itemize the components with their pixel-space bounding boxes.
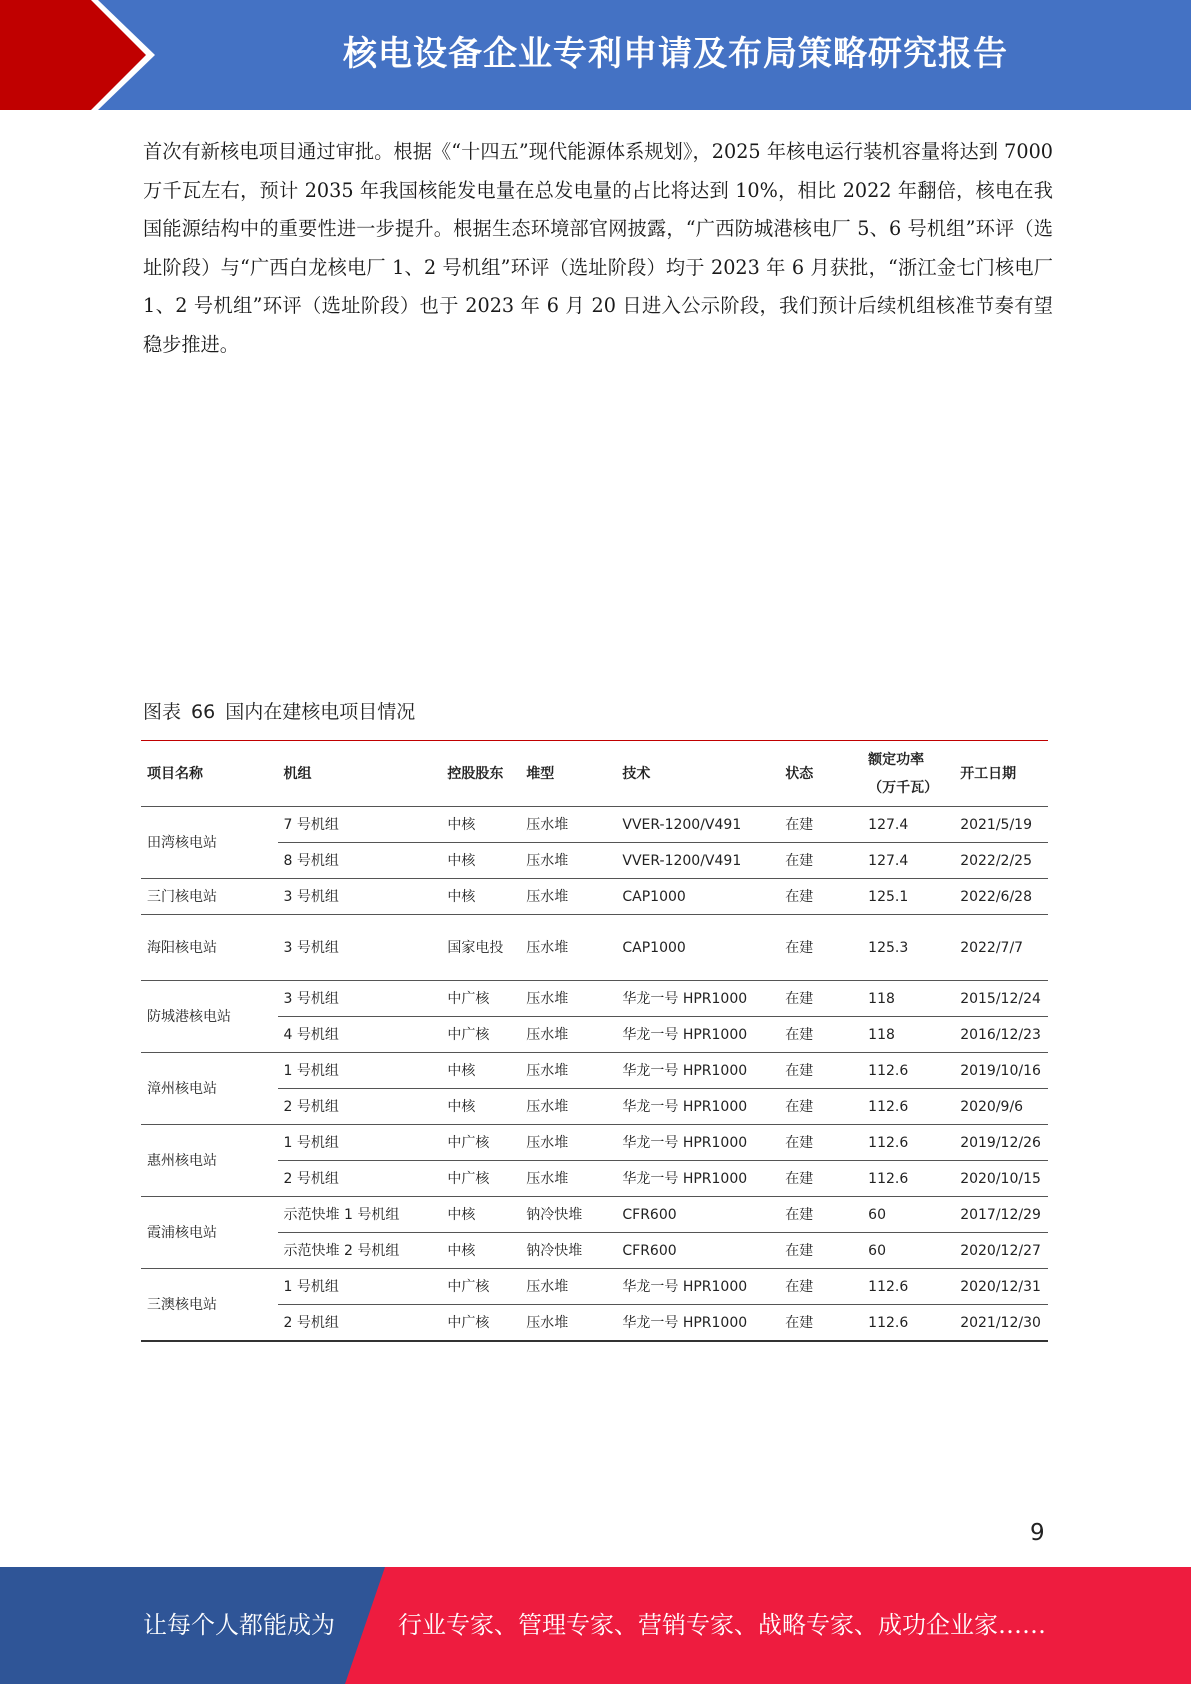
table-row	[141, 1269, 1048, 1305]
cell-status: 在建	[779, 915, 862, 981]
cell-power: 60	[862, 1233, 954, 1269]
cell-unit: 示范快堆 1 号机组	[278, 1197, 442, 1233]
cell-power: 125.1	[862, 879, 954, 915]
cell-reactor-type: 压水堆	[520, 1269, 616, 1305]
cell-unit: 2 号机组	[278, 1305, 442, 1342]
cell-start-date: 2021/5/19	[954, 807, 1048, 843]
cell-power: 127.4	[862, 843, 954, 879]
cell-start-date: 2021/12/30	[954, 1305, 1048, 1342]
cell-shareholder: 中核	[441, 807, 520, 843]
cell-technology: 华龙一号 HPR1000	[616, 1053, 779, 1089]
cell-reactor-type: 压水堆	[520, 1125, 616, 1161]
cell-shareholder: 国家电投	[441, 915, 520, 981]
cell-technology: VVER-1200/V491	[616, 807, 779, 843]
cell-unit: 7 号机组	[278, 807, 442, 843]
col-header-technology: 技术	[616, 741, 779, 807]
cell-start-date: 2017/12/29	[954, 1197, 1048, 1233]
cell-unit: 1 号机组	[278, 1269, 442, 1305]
cell-shareholder: 中广核	[441, 1161, 520, 1197]
cell-shareholder: 中核	[441, 1233, 520, 1269]
cell-power: 118	[862, 1017, 954, 1053]
cell-start-date: 2022/6/28	[954, 879, 1048, 915]
cell-technology: 华龙一号 HPR1000	[616, 1161, 779, 1197]
cell-station: 漳州核电站	[141, 1053, 278, 1125]
footer-slogan-right: 行业专家、管理专家、营销专家、战略专家、成功企业家……	[398, 1611, 1046, 1639]
cell-status: 在建	[779, 1089, 862, 1125]
table-row	[141, 1161, 1048, 1197]
table-row	[141, 1089, 1048, 1125]
figure-caption	[143, 697, 425, 724]
cell-power: 112.6	[862, 1269, 954, 1305]
cell-technology: 华龙一号 HPR1000	[616, 1017, 779, 1053]
cell-reactor-type: 压水堆	[520, 915, 616, 981]
report-title: 核电设备企业专利申请及布局策略研究报告	[343, 34, 1008, 74]
table-row	[141, 1125, 1048, 1161]
cell-reactor-type: 压水堆	[520, 981, 616, 1017]
cell-station: 霞浦核电站	[141, 1197, 278, 1269]
cell-reactor-type: 压水堆	[520, 843, 616, 879]
cell-unit: 3 号机组	[278, 915, 442, 981]
table-row	[141, 1233, 1048, 1269]
cell-technology: CAP1000	[616, 915, 779, 981]
col-header-project: 项目名称	[141, 741, 278, 807]
figure-label: 图表	[143, 701, 182, 723]
cell-reactor-type: 压水堆	[520, 1053, 616, 1089]
col-header-power: 额定功率（万千瓦）	[862, 741, 954, 807]
cell-shareholder: 中广核	[441, 1269, 520, 1305]
cell-shareholder: 中核	[441, 879, 520, 915]
cell-power: 125.3	[862, 915, 954, 981]
cell-status: 在建	[779, 1233, 862, 1269]
cell-status: 在建	[779, 1053, 862, 1089]
cell-shareholder: 中广核	[441, 1305, 520, 1342]
cell-start-date: 2022/2/25	[954, 843, 1048, 879]
cell-reactor-type: 压水堆	[520, 1017, 616, 1053]
cell-unit: 4 号机组	[278, 1017, 442, 1053]
projects-table	[141, 741, 1048, 1342]
cell-start-date: 2016/12/23	[954, 1017, 1048, 1053]
cell-status: 在建	[779, 1161, 862, 1197]
cell-unit: 3 号机组	[278, 981, 442, 1017]
cell-unit: 1 号机组	[278, 1053, 442, 1089]
cell-reactor-type: 压水堆	[520, 807, 616, 843]
page-footer	[0, 1567, 1191, 1684]
page-header	[0, 0, 1191, 110]
cell-power: 112.6	[862, 1125, 954, 1161]
cell-reactor-type: 压水堆	[520, 1089, 616, 1125]
cell-status: 在建	[779, 1197, 862, 1233]
figure-number: 66	[191, 701, 216, 723]
cell-technology: CAP1000	[616, 879, 779, 915]
cell-unit: 8 号机组	[278, 843, 442, 879]
col-header-status: 状态	[779, 741, 862, 807]
cell-unit: 3 号机组	[278, 879, 442, 915]
table-row	[141, 807, 1048, 843]
cell-start-date: 2020/12/31	[954, 1269, 1048, 1305]
cell-start-date: 2019/12/26	[954, 1125, 1048, 1161]
cell-status: 在建	[779, 1269, 862, 1305]
cell-technology: 华龙一号 HPR1000	[616, 1125, 779, 1161]
cell-technology: VVER-1200/V491	[616, 843, 779, 879]
cell-start-date: 2020/12/27	[954, 1233, 1048, 1269]
footer-slogan-left: 让每个人都能成为	[143, 1611, 335, 1639]
table-row	[141, 879, 1048, 915]
cell-start-date: 2020/10/15	[954, 1161, 1048, 1197]
cell-status: 在建	[779, 879, 862, 915]
cell-status: 在建	[779, 981, 862, 1017]
cell-shareholder: 中核	[441, 1089, 520, 1125]
cell-power: 127.4	[862, 807, 954, 843]
table-header-row	[141, 741, 1048, 807]
cell-power: 112.6	[862, 1161, 954, 1197]
cell-unit: 示范快堆 2 号机组	[278, 1233, 442, 1269]
cell-reactor-type: 压水堆	[520, 1161, 616, 1197]
cell-shareholder: 中核	[441, 1197, 520, 1233]
cell-status: 在建	[779, 1305, 862, 1342]
cell-shareholder: 中核	[441, 843, 520, 879]
page-number: 9	[1030, 1520, 1045, 1546]
cell-technology: 华龙一号 HPR1000	[616, 981, 779, 1017]
cell-station: 三门核电站	[141, 879, 278, 915]
cell-power: 112.6	[862, 1053, 954, 1089]
col-header-reactor-type: 堆型	[520, 741, 616, 807]
cell-power: 112.6	[862, 1089, 954, 1125]
cell-status: 在建	[779, 1017, 862, 1053]
cell-reactor-type: 压水堆	[520, 1305, 616, 1342]
header-arrow-icon	[0, 0, 146, 110]
cell-unit: 1 号机组	[278, 1125, 442, 1161]
table-row	[141, 1197, 1048, 1233]
cell-unit: 2 号机组	[278, 1161, 442, 1197]
cell-start-date: 2020/9/6	[954, 1089, 1048, 1125]
cell-reactor-type: 钠冷快堆	[520, 1197, 616, 1233]
cell-station: 田湾核电站	[141, 807, 278, 879]
col-header-shareholder: 控股股东	[441, 741, 520, 807]
cell-technology: 华龙一号 HPR1000	[616, 1305, 779, 1342]
table-row	[141, 915, 1048, 981]
cell-station: 惠州核电站	[141, 1125, 278, 1197]
body-paragraph: 首次有新核电项目通过审批。根据《“十四五”现代能源体系规划》，2025 年核电运行装机容量将达到 7000 万千瓦左右，预计 2035 年我国核能发电量在总发电量的占比将达到 10%，相比 2022 年翻倍，核电在我国能源结构中的重要性进一步提升。根据生态环境部官网披露，“广西防城港核电厂 5、6 号机组”环评（选址阶段）与“广西白龙核电厂 1、2 号机组”环评（选址阶段）均于 2023 年 6 月获批，“浙江金七门核电厂 1、2 号机组”环评（选址阶段）也于 2023 年 6 月 20 日进入公示阶段，我们预计后续机组核准节奏有望稳步推进。	[143, 140, 1053, 356]
figure-title: 国内在建核电项目情况	[225, 701, 416, 723]
cell-shareholder: 中广核	[441, 981, 520, 1017]
cell-shareholder: 中核	[441, 1053, 520, 1089]
cell-power: 118	[862, 981, 954, 1017]
cell-station: 海阳核电站	[141, 915, 278, 981]
cell-status: 在建	[779, 807, 862, 843]
table-body	[141, 807, 1048, 1342]
col-header-start-date: 开工日期	[954, 741, 1048, 807]
cell-start-date: 2015/12/24	[954, 981, 1048, 1017]
cell-power: 112.6	[862, 1305, 954, 1342]
table-row	[141, 1305, 1048, 1342]
cell-technology: 华龙一号 HPR1000	[616, 1269, 779, 1305]
cell-status: 在建	[779, 1125, 862, 1161]
cell-unit: 2 号机组	[278, 1089, 442, 1125]
cell-start-date: 2019/10/16	[954, 1053, 1048, 1089]
cell-station: 防城港核电站	[141, 981, 278, 1053]
cell-status: 在建	[779, 843, 862, 879]
cell-start-date: 2022/7/7	[954, 915, 1048, 981]
table-row	[141, 843, 1048, 879]
col-header-unit: 机组	[278, 741, 442, 807]
cell-shareholder: 中广核	[441, 1125, 520, 1161]
cell-technology: CFR600	[616, 1233, 779, 1269]
cell-technology: 华龙一号 HPR1000	[616, 1089, 779, 1125]
cell-reactor-type: 压水堆	[520, 879, 616, 915]
cell-technology: CFR600	[616, 1197, 779, 1233]
cell-power: 60	[862, 1197, 954, 1233]
cell-reactor-type: 钠冷快堆	[520, 1233, 616, 1269]
table-row	[141, 1053, 1048, 1089]
cell-station: 三澳核电站	[141, 1269, 278, 1342]
cell-shareholder: 中广核	[441, 1017, 520, 1053]
table-row	[141, 981, 1048, 1017]
table-row	[141, 1017, 1048, 1053]
